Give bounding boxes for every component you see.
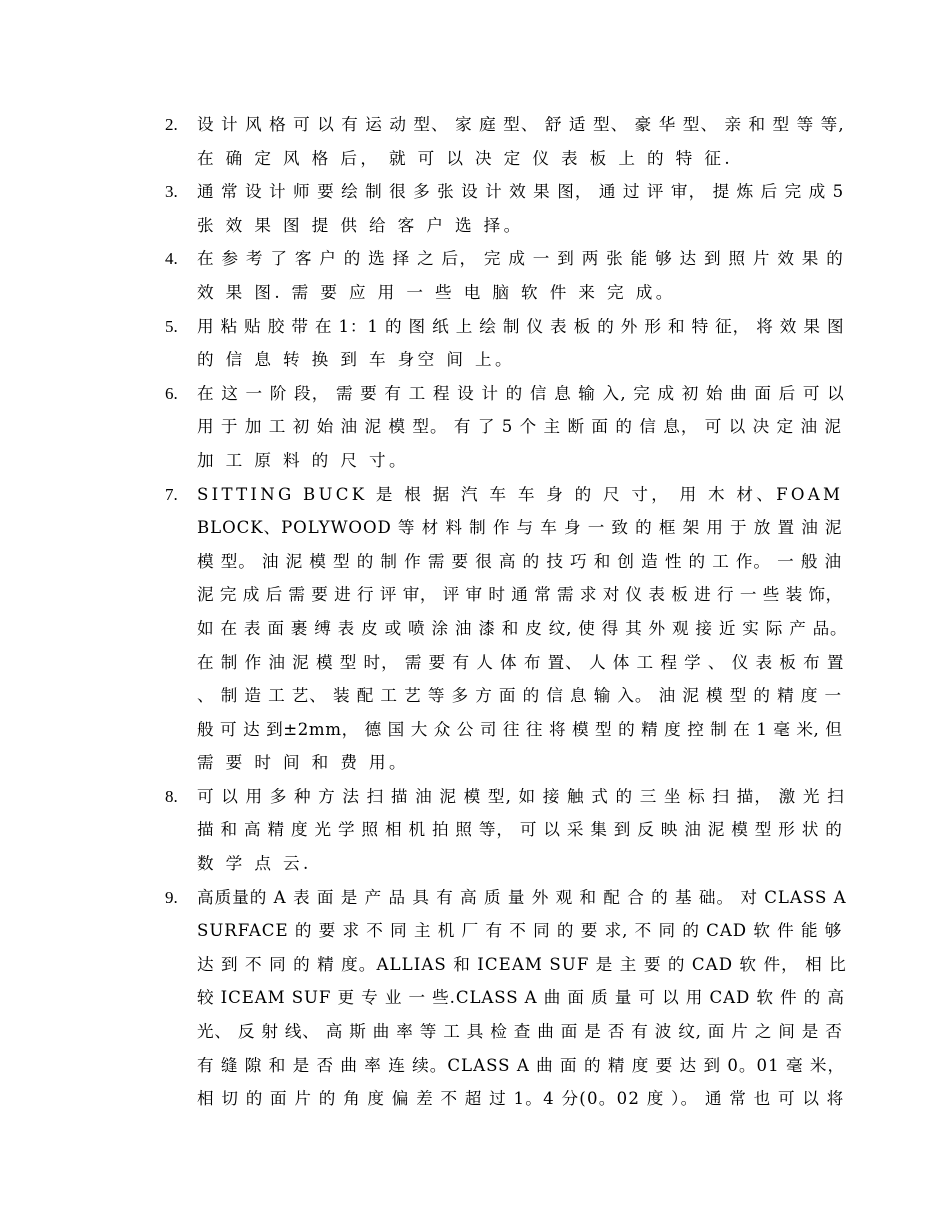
list-item-number: 5. xyxy=(165,316,178,336)
text-line: 在 确 定 风 格 后， 就 可 以 决 定 仪 表 板 上 的 特 征. xyxy=(197,148,734,168)
list-item-number: 4. xyxy=(165,249,178,269)
list-item-number: 8. xyxy=(165,786,178,806)
text-line: 相 切 的 面 片 的 角 度 偏 差 不 超 过 1。4 分(0。02 度 ）。 通 常 也 可 以 将 xyxy=(197,1089,845,1109)
text-line: 需 要 时 间 和 费 用。 xyxy=(197,753,409,773)
list-item-body xyxy=(197,377,845,478)
list-item-number: 6. xyxy=(165,383,178,403)
list-item-body xyxy=(197,108,845,175)
text-line: 在 参 考 了 客 户 的 选 择 之 后， 完 成 一 到 两 张 能 够 达 到 照 片 效 果 的 xyxy=(197,249,845,269)
text-line: 较 ICEAM SUF 更 专 业 一 些.CLASS A 曲 面 质 量 可 以 用 CAD 软 件 的 高 xyxy=(197,988,845,1008)
text-line: 加 工 原 料 的 尺 寸。 xyxy=(197,450,409,470)
list-item xyxy=(165,881,845,1116)
text-line: 在 这 一 阶 段， 需 要 有 工 程 设 计 的 信 息 输 入, 完 成 初 始 曲 面 后 可 以 xyxy=(197,383,845,403)
list-item-number: 9. xyxy=(165,887,178,907)
text-line: 如 在 表 面 裹 缚 表 皮 或 喷 涂 油 漆 和 皮 纹, 使 得 其 外 观 接 近 实 际 产 品。 xyxy=(197,618,848,638)
text-line: 在 制 作 油 泥 模 型 时， 需 要 有 人 体 布 置、 人 体 工 程 学 、 仪 表 板 布 置 xyxy=(197,652,845,672)
list-item-number: 2. xyxy=(165,115,178,134)
list-item-body xyxy=(197,881,845,1116)
list-item-number: 3. xyxy=(165,182,178,202)
list-item xyxy=(165,310,845,377)
text-line: 用 于 加 工 初 始 油 泥 模 型。 有 了 5 个 主 断 面 的 信 息， 可 以 决 定 油 泥 xyxy=(197,417,843,437)
text-line: 数 学 点 云. xyxy=(197,854,312,874)
list-item xyxy=(165,242,845,309)
text-line: 模 型。 油 泥 模 型 的 制 作 需 要 很 高 的 技 巧 和 创 造 性 的 工 作。 一 般 油 xyxy=(197,551,843,571)
text-line: 光、 反 射 线、 高 斯 曲 率 等 工 具 检 查 曲 面 是 否 有 波 纹, 面 片 之 间 是 否 xyxy=(197,1022,843,1042)
list-item xyxy=(165,780,845,881)
list-item-number: 7. xyxy=(165,484,178,504)
document-list xyxy=(165,108,848,1116)
text-line: 泥 完 成 后 需 要 进 行 评 审， 评 审 时 通 常 需 求 对 仪 表 板 进 行 一 些 装 饰， xyxy=(197,585,843,605)
text-line: 、 制 造 工 艺、 装 配 工 艺 等 多 方 面 的 信 息 输 入。 油 泥 模 型 的 精 度 一 xyxy=(197,686,843,706)
text-line: 达 到 不 同 的 精 度。ALLIAS 和 ICEAM SUF 是 主 要 的 CAD 软 件， 相 比 xyxy=(197,954,847,974)
text-line: 张 效 果 图 提 供 给 客 户 选 择。 xyxy=(197,215,524,235)
list-item xyxy=(165,377,845,478)
text-line: SITTING BUCK 是 根 据 汽 车 车 身 的 尺 寸， 用 木 材、FOAM xyxy=(197,484,844,504)
list-item-body xyxy=(197,780,845,881)
list-item xyxy=(165,108,845,175)
text-line: BLOCK、POLYWOOD 等 材 料 制 作 与 车 身 一 致 的 框 架 用 于 放 置 油 泥 xyxy=(197,518,843,538)
text-line: 般 可 达 到±2mm， 德 国 大 众 公 司 往 往 将 模 型 的 精 度 控 制 在 1 毫 米, 但 xyxy=(197,719,843,739)
list-item-body xyxy=(197,478,848,780)
text-line: 设 计 风 格 可 以 有 运 动 型、 家 庭 型、 舒 适 型、 豪 华 型、 亲 和 型 等 等, xyxy=(197,115,845,134)
text-line: 通 常 设 计 师 要 绘 制 很 多 张 设 计 效 果 图， 通 过 评 审， 提 炼 后 完 成 5 xyxy=(197,182,845,202)
text-line: 效 果 图. 需 要 应 用 一 些 电 脑 软 件 来 完 成。 xyxy=(197,282,676,302)
text-line: 描 和 高 精 度 光 学 照 相 机 拍 照 等， 可 以 采 集 到 反 映 油 泥 模 型 形 状 的 xyxy=(197,820,843,840)
list-item xyxy=(165,175,845,242)
text-line: 的 信 息 转 换 到 车 身空 间 上。 xyxy=(197,350,515,370)
text-line: 高质量的 A 表 面 是 产 品 具 有 高 质 量 外 观 和 配 合 的 基 础。 对 CLASS A xyxy=(197,887,847,907)
text-line: 可 以 用 多 种 方 法 扫 描 油 泥 模 型, 如 接 触 式 的 三 坐 标 扫 描， 激 光 扫 xyxy=(197,786,845,806)
list-item-body xyxy=(197,242,845,309)
list-item-body xyxy=(197,175,845,242)
text-line: SURFACE 的 要 求 不 同 主 机 厂 有 不 同 的 要 求, 不 同 的 CAD 软 件 能 够 xyxy=(197,921,843,941)
list-item-body xyxy=(197,310,845,377)
text-line: 有 缝 隙 和 是 否 曲 率 连 续。CLASS A 曲 面 的 精 度 要 达 到 0。01 毫 米， xyxy=(197,1055,846,1075)
text-line: 用 粘 贴 胶 带 在 1：1 的 图 纸 上 绘 制 仪 表 板 的 外 形 和 特 征， 将 效 果 图 xyxy=(197,316,845,336)
list-item xyxy=(165,478,848,780)
